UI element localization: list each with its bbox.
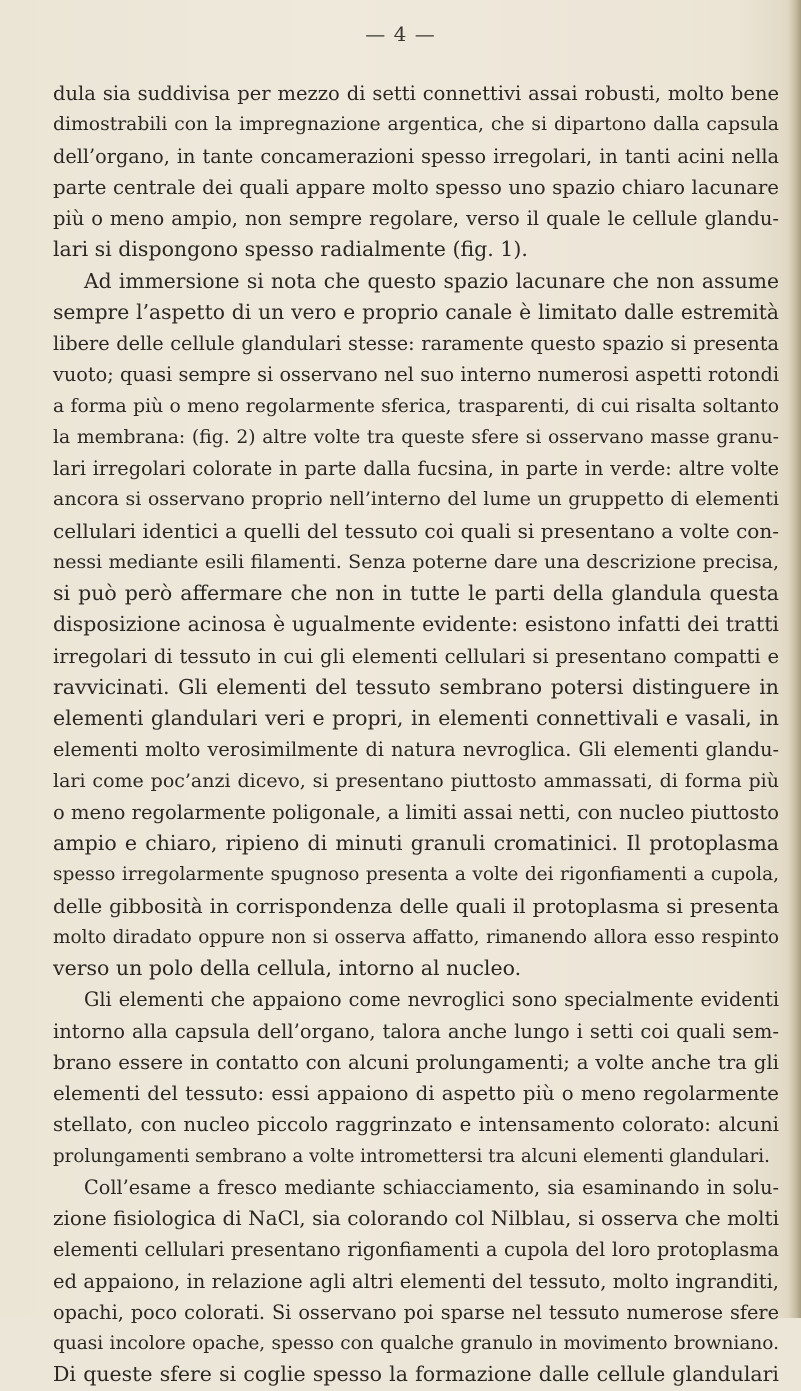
text-line: libere delle cellule glandulari stesse: raramente questo spazio si presenta [53, 332, 779, 355]
text-line: disposizione acinosa è ugualmente evidente: esistono infatti dei tratti [53, 612, 779, 637]
text-line: intorno alla capsula dell’organo, talora anche lungo i setti coi quali sem- [53, 1019, 779, 1043]
page-number: — 4 — [365, 22, 436, 46]
text-line: lari irregolari colorate in parte dalla fucsina, in parte in verde: altre volte [53, 457, 779, 480]
text-line: la membrana: (fig. 2) altre volte tra queste sfere si osservano masse granu- [53, 426, 779, 448]
text-line: prolungamenti sembrano a volte intromettersi tra alcuni elementi glandulari. [53, 1145, 770, 1167]
text-line: opachi, poco colorati. Si osservano poi sparse nel tessuto numerose sfere [53, 1300, 779, 1324]
text-line: dula sia suddivisa per mezzo di setti connettivi assai robusti, molto bene [53, 82, 779, 105]
text-line: stellato, con nucleo piccolo raggrinzato e intensamento colorato: alcuni [53, 1113, 779, 1137]
text-line: lari si dispongono spesso radialmente (fig. 1). [53, 237, 528, 262]
text-line: cellulari identici a quelli del tessuto coi quali si presentano a volte con- [53, 518, 779, 543]
text-line: molto diradato oppure non si osserva affatto, rimanendo allora esso respinto [53, 926, 779, 948]
text-line: ed appaiono, in relazione agli altri elementi del tessuto, molto ingranditi, [53, 1269, 779, 1293]
text-line: elementi cellulari presentano rigonfiamenti a cupola del loro protoplasma [53, 1238, 779, 1262]
text-line: dell’organo, in tante concamerazioni spesso irregolari, in tanti acini nella [53, 144, 779, 168]
text-line: irregolari di tessuto in cui gli elementi cellulari si presentano compatti e [53, 644, 779, 668]
text-line: vuoto; quasi sempre si osservano nel suo interno numerosi aspetti rotondi [53, 363, 779, 387]
text-line: elementi glandulari veri e propri, in elementi connettivali e vasali, in [53, 706, 779, 730]
text-line: ravvicinati. Gli elementi del tessuto sembrano potersi distinguere in [53, 674, 779, 699]
text-line: quasi incolore opache, spesso con qualche granulo in movimento browniano. [53, 1333, 779, 1354]
text-line: Coll’esame a fresco mediante schiacciamento, sia esaminando in solu- [84, 1175, 779, 1199]
text-line: Gli elementi che appaiono come nevroglici sono specialmente evidenti [84, 988, 779, 1012]
text-line: zione fisiologica di NaCl, sia colorando col Nilblau, si osserva che molti [53, 1206, 779, 1230]
text-line: parte centrale dei quali appare molto spesso uno spazio chiaro lacunare [53, 175, 779, 199]
text-line: elementi del tessuto: essi appaiono di aspetto più o meno regolarmente [53, 1082, 779, 1105]
text-line: Di queste sfere si coglie spesso la formazione dalle cellule glandulari [53, 1362, 779, 1387]
text-line: delle gibbosità in corrispondenza delle quali il protoplasma si presenta [53, 893, 779, 918]
body-text [53, 78, 779, 1391]
text-line: ancora si osservano proprio nell’interno del lume un gruppetto di elementi [53, 488, 779, 511]
text-line: nessi mediante esili filamenti. Senza poterne dare una descrizione precisa, [53, 550, 779, 573]
text-line: più o meno ampio, non sempre regolare, verso il quale le cellule glandu- [53, 207, 779, 230]
text-line: ampio e chiaro, ripieno di minuti granuli cromatinici. Il protoplasma [53, 831, 779, 855]
text-line: a forma più o meno regolarmente sferica, trasparenti, di cui risalta soltanto [53, 395, 779, 417]
text-line: sempre l’aspetto di un vero e proprio canale è limitato dalle estremità [53, 299, 779, 324]
text-line: brano essere in contatto con alcuni prolungamenti; a volte anche tra gli [53, 1050, 779, 1074]
page-edge-shadow [789, 0, 801, 1318]
text-line: verso un polo della cellula, intorno al nucleo. [53, 956, 522, 980]
text-line: lari come poc’anzi dicevo, si presentano piuttosto ammassati, di forma più [53, 769, 779, 792]
text-line: o meno regolarmente poligonale, a limiti assai netti, con nucleo piuttosto [53, 800, 779, 824]
text-line: elementi molto verosimilmente di natura nevroglica. Gli elementi glandu- [53, 738, 779, 762]
text-line: dimostrabili con la impregnazione argentica, che si dipartono dalla capsula [53, 114, 779, 136]
text-line: Ad immersione si nota che questo spazio lacunare che non assume [84, 268, 779, 293]
text-line: spesso irregolarmente spugnoso presenta a volte dei rigonfiamenti a cupola, [53, 864, 779, 886]
text-line: si può però affermare che non in tutte le parti della glandula questa [53, 581, 779, 605]
